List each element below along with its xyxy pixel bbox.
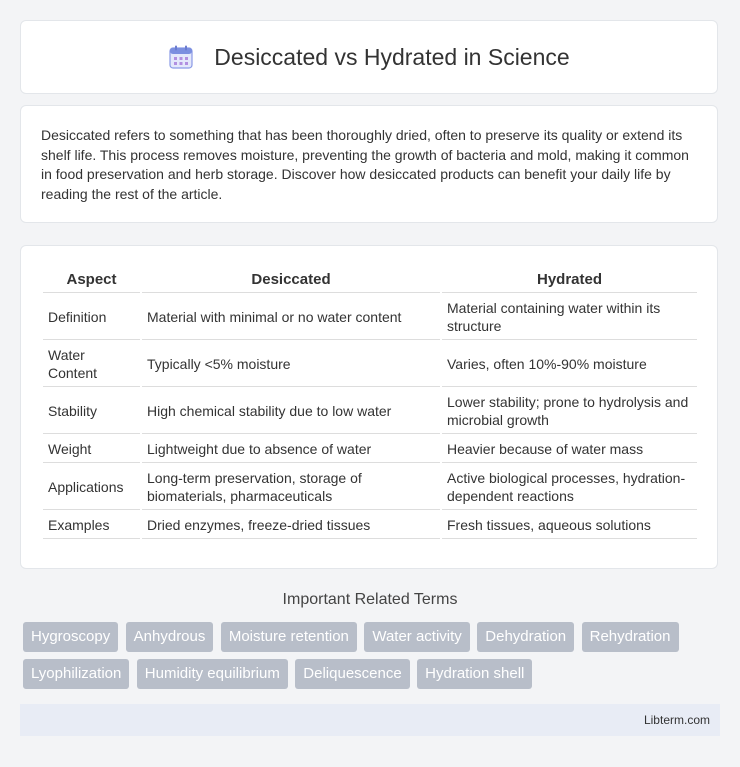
row-desiccated: Dried enzymes, freeze-dried tissues: [142, 512, 440, 539]
tag-anhydrous[interactable]: Anhydrous: [126, 622, 214, 652]
tag-lyophilization[interactable]: Lyophilization: [23, 659, 129, 689]
row-aspect: Water Content: [43, 342, 140, 387]
related-terms-list: [23, 622, 723, 696]
intro-text: Desiccated refers to something that has been thoroughly dried, often to preserve its quality or extend its shelf life. This process removes moisture, preventing the growth of bacteria and mold, making it common in food preservation and herb storage. Discover how desiccated products can benefit your daily life by reading the rest of the article.: [41, 127, 689, 202]
row-hydrated: Varies, often 10%-90% moisture: [442, 342, 697, 387]
table-row: [43, 389, 697, 434]
row-aspect: Applications: [43, 465, 140, 510]
table-row: [43, 342, 697, 387]
table-row: [43, 512, 697, 539]
row-hydrated: Heavier because of water mass: [442, 436, 697, 463]
row-aspect: Weight: [43, 436, 140, 463]
row-hydrated: Lower stability; prone to hydrolysis and microbial growth: [442, 389, 697, 434]
row-desiccated: High chemical stability due to low water: [142, 389, 440, 434]
row-aspect: Definition: [43, 295, 140, 340]
tag-humidity-equilibrium[interactable]: Humidity equilibrium: [137, 659, 288, 689]
header-card: [20, 20, 718, 94]
tag-hygroscopy[interactable]: Hygroscopy: [23, 622, 118, 652]
calendar-icon: [168, 44, 194, 70]
tag-hydration-shell[interactable]: Hydration shell: [417, 659, 532, 689]
header-aspect: Aspect: [43, 268, 140, 293]
tag-rehydration[interactable]: Rehydration: [582, 622, 679, 652]
related-terms-title: Important Related Terms: [282, 591, 458, 608]
tag-water-activity[interactable]: Water activity: [364, 622, 469, 652]
header-desiccated: Desiccated: [142, 268, 440, 293]
row-hydrated: Fresh tissues, aqueous solutions: [442, 512, 697, 539]
footer-site-link[interactable]: Libterm.com: [643, 713, 710, 727]
row-aspect: Examples: [43, 512, 140, 539]
table-row: [43, 295, 697, 340]
comparison-table: [41, 266, 699, 541]
intro-card: [20, 105, 718, 223]
table-row: [43, 465, 697, 510]
row-aspect: Stability: [43, 389, 140, 434]
comparison-card: [20, 245, 718, 569]
row-desiccated: Typically <5% moisture: [142, 342, 440, 387]
tag-moisture-retention[interactable]: Moisture retention: [221, 622, 357, 652]
tag-dehydration[interactable]: Dehydration: [477, 622, 574, 652]
row-desiccated: Long-term preservation, storage of biomaterials, pharmaceuticals: [142, 465, 440, 510]
row-desiccated: Lightweight due to absence of water: [142, 436, 440, 463]
row-hydrated: Material containing water within its structure: [442, 295, 697, 340]
row-hydrated: Active biological processes, hydration-dependent reactions: [442, 465, 697, 510]
row-desiccated: Material with minimal or no water content: [142, 295, 440, 340]
page-title: Desiccated vs Hydrated in Science: [214, 43, 570, 70]
table-header-row: [43, 268, 697, 293]
table-row: [43, 436, 697, 463]
footer: [20, 704, 720, 736]
tag-deliquescence[interactable]: Deliquescence: [295, 659, 409, 689]
header-hydrated: Hydrated: [442, 268, 697, 293]
